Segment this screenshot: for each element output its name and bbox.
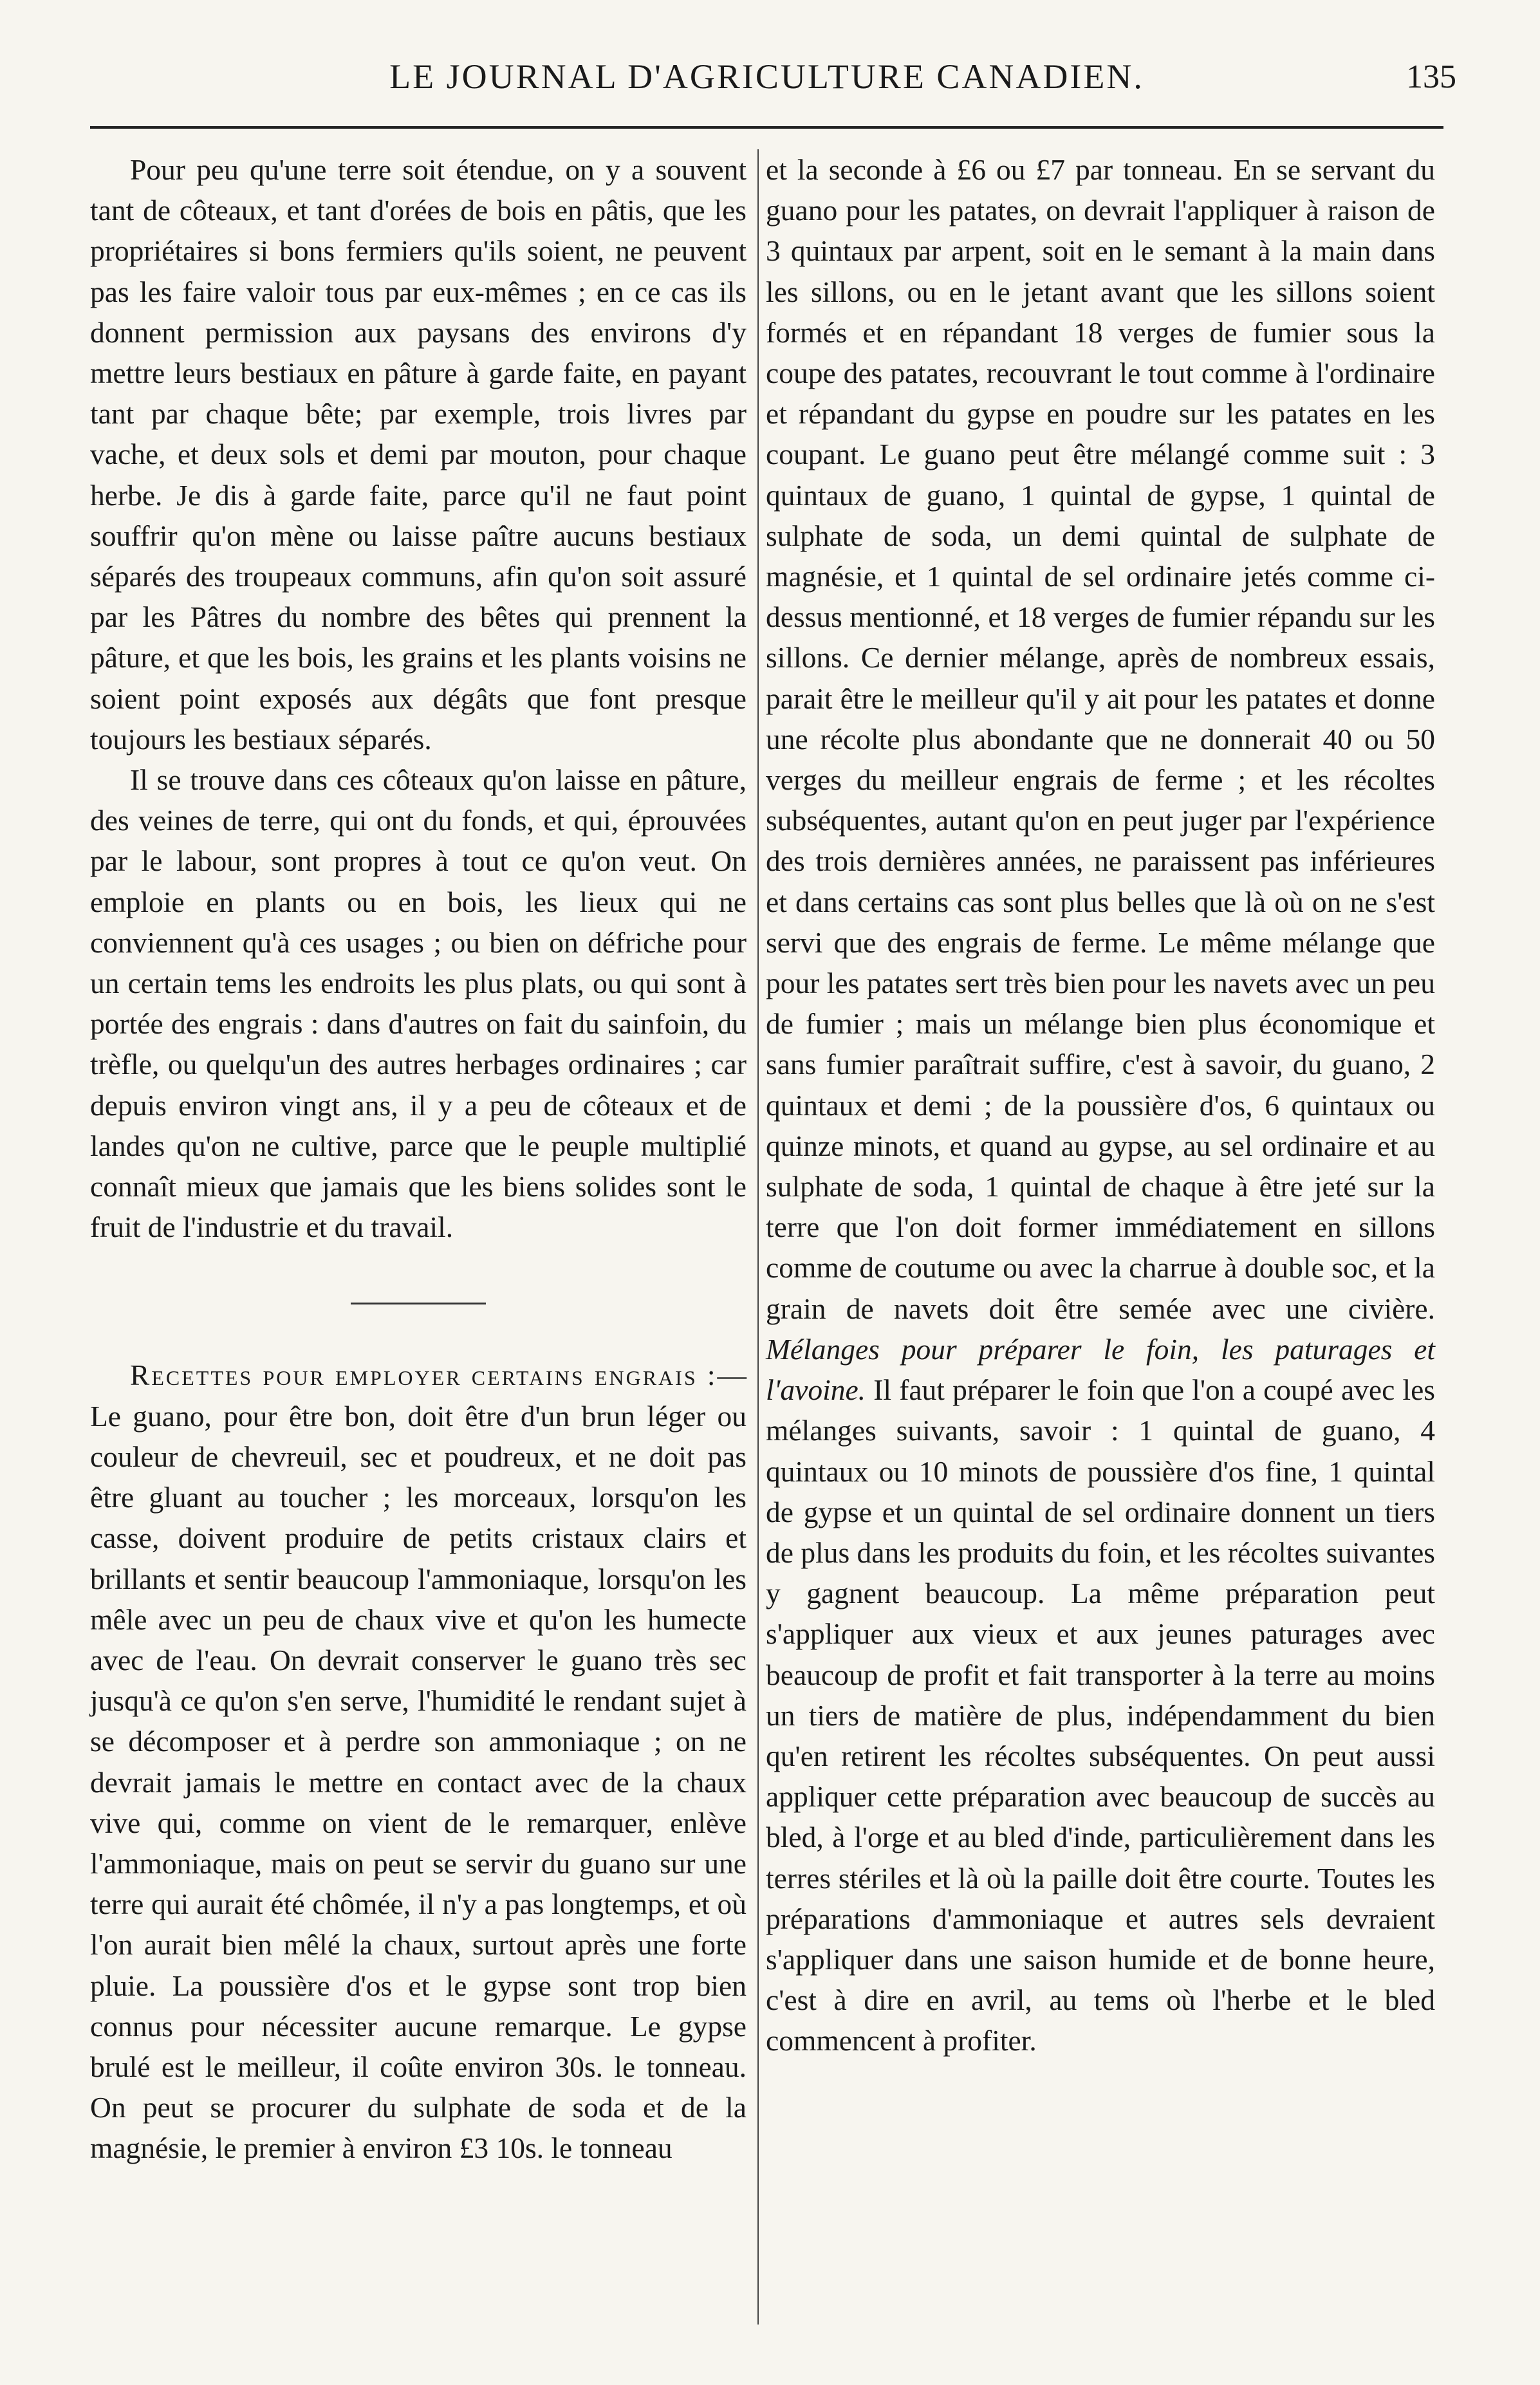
article-paragraph-coteaux: Il se trouve dans ces côteaux qu'on laisse en pâture, des veines de terre, qui ont du fonds, et qui, éprouvées par le labour, sont propres à tout ce qu'on veut. On emploie en plants ou en bois, les lieux qui ne conviennent qu'à ces usages ; ou bien on défriche pour un certain tems les endroits les plus plats, ou qui sont à portée des engrais : dans d'autres on fait du sainfoin, du trèfle, ou quelqu'un des autres herbages ordinaires ; car depuis environ vingt ans, il y a peu de côteaux et de landes qu'on ne cultive, parce que le peuple multiplié connaît mieux que jamais que les biens solides sont le fruit de l'industrie et du travail.	[90, 763, 747, 1244]
header-rule	[90, 126, 1443, 129]
article-paragraph-pasture: Pour peu qu'une terre soit étendue, on y a souvent tant de côteaux, et tant d'orées de bois en pâtis, que les propriétaires si bons fermiers qu'ils soient, ne peuvent pas les faire valoir tous par eux-mêmes ; en ce cas ils donnent permission aux paysans des environs d'y mettre leurs bestiaux en pâture à garde faite, en payant tant par chaque bête; par exemple, trois livres par vache, et deux sols et demi par mouton, pour chaque herbe. Je dis à garde faite, parce qu'il ne faut point souffrir qu'on mène ou laisse paître aucuns bestiaux séparés des troupeaux communs, afin qu'on soit assuré par les Pâtres du nombre des bêtes qui prennent la pâture, et que les bois, les grains et les plants voisins ne soient point exposés aux dégâts que font presque toujours les bestiaux séparés.	[90, 153, 747, 756]
journal-title: LE JOURNAL D'AGRICULTURE CANADIEN.	[389, 57, 1144, 96]
recettes-heading: Recettes pour employer certains engrais :	[130, 1359, 718, 1392]
page-number: 135	[1406, 59, 1456, 95]
recettes-paragraph	[90, 1355, 747, 2168]
guano-paragraph	[766, 149, 1435, 2061]
column-divider	[757, 149, 759, 2325]
running-header	[71, 31, 1463, 102]
guano-text: et la seconde à £6 ou £7 par tonneau. En se servant du guano pour les patates, on devrait l'appliquer à raison de 3 quintaux par arpent, soit en le semant à la main dans les sillons, ou en le jetant avant que les sillons soient formés et en répandant 18 verges de fumier sous la coupe des patates, recouvrant le tout comme à l'ordinaire et répandant du gypse en poudre sur les patates en les coupant. Le guano peut être mélangé comme suit : 3 quintaux de guano, 1 quintal de gypse, 1 quintal de sulphate de soda, un demi quintal de sulphate de magnésie, et 1 quintal de sel ordinaire jetés comme ci-dessus mentionné, et 18 verges de fumier répandu sur les sillons. Ce dernier mélange, après de nombreux essais, parait être le meilleur qu'il y ait pour les patates et donne une récolte plus abondante que ne donnerait 40 ou 50 verges du meilleur engrais de ferme ; et les récoltes subséquentes, autant qu'on en peut juger par l'expérience des trois dernières années, ne paraissent pas inférieures et dans certains cas sont plus belles que là où on ne s'est servi que des engrais de ferme. Le même mélange que pour les patates sert très bien pour les navets avec un peu de fumier ; mais un mélange bien plus économique et sans fumier paraîtrait suffire, c'est à savoir, du guano, 2 quintaux et demi ; de la poussière d'os, 6 quintaux ou quinze minots, et quand au gypse, au sel ordinaire et au sulphate de soda, 1 quintal de chaque à être jeté sur la terre que l'on doit former immédiatement en sillons comme de coutume ou avec la charrue à double soc, et la grain de navets doit être semée avec une civière.	[766, 153, 1435, 1325]
section-divider	[351, 1303, 486, 1304]
recettes-body: —Le guano, pour être bon, doit être d'un brun léger ou couleur de chevreuil, sec et poudreux, et ne doit pas être gluant au toucher ; les morceaux, lorsqu'on les casse, doivent produire de petits cristaux clairs et brillants et sentir beaucoup l'ammoniaque, lorsqu'on les mêle avec un peu de chaux vive et qu'on les humecte avec de l'eau. On devrait conserver le guano très sec jusqu'à ce qu'on s'en serve, l'humidité le rendant sujet à se décomposer et à perdre son ammoniaque ; on ne devrait jamais le mettre en contact avec de la chaux vive qui, comme on vient de le remarquer, enlève l'ammoniaque, mais on peut se servir du guano sur une terre qui aurait été chômée, il n'y a pas longtemps, et où l'on aurait bien mêlé la chaux, surtout après une forte pluie. La poussière d'os et le gypse sont trop bien connus pour nécessiter aucune remarque. Le gypse brulé est le meilleur, il coûte environ 30s. le tonneau. On peut se procurer du sulphate de soda et de la magnésie, le premier à environ £3 10s. le tonneau	[90, 1359, 747, 2165]
melanges-text: Il faut préparer le foin que l'on a coupé avec les mélanges suivants, savoir : 1 quintal de guano, 4 quintaux ou 10 minots de poussière d'os fine, 1 quintal de gypse et un quintal de sel ordinaire donnent un tiers de plus dans les produits du foin, et les récoltes suivantes y gagnent beaucoup. La même préparation peut s'appliquer aux vieux et aux jeunes paturages avec beaucoup de profit et fait transporter à la terre au moins un tiers de matière de plus, indépendamment du bien qu'en retirent les récoltes subséquentes. On peut aussi appliquer cette préparation avec beaucoup de succès au bled, à l'orge et au bled d'inde, particulièrement dans les terres stériles et là où la paille doit être courte. Toutes les préparations d'ammoniaque et autres sels devraient s'appliquer dans une saison humide et de bonne heure, c'est à dire en avril, au tems où l'herbe et le bled commencent à profiter.	[766, 1373, 1436, 2057]
melanges-heading: Mélanges pour préparer le foin, les paturages et l'avoine.	[766, 1332, 1435, 1407]
right-column	[766, 149, 1435, 2061]
left-column	[90, 149, 747, 2169]
